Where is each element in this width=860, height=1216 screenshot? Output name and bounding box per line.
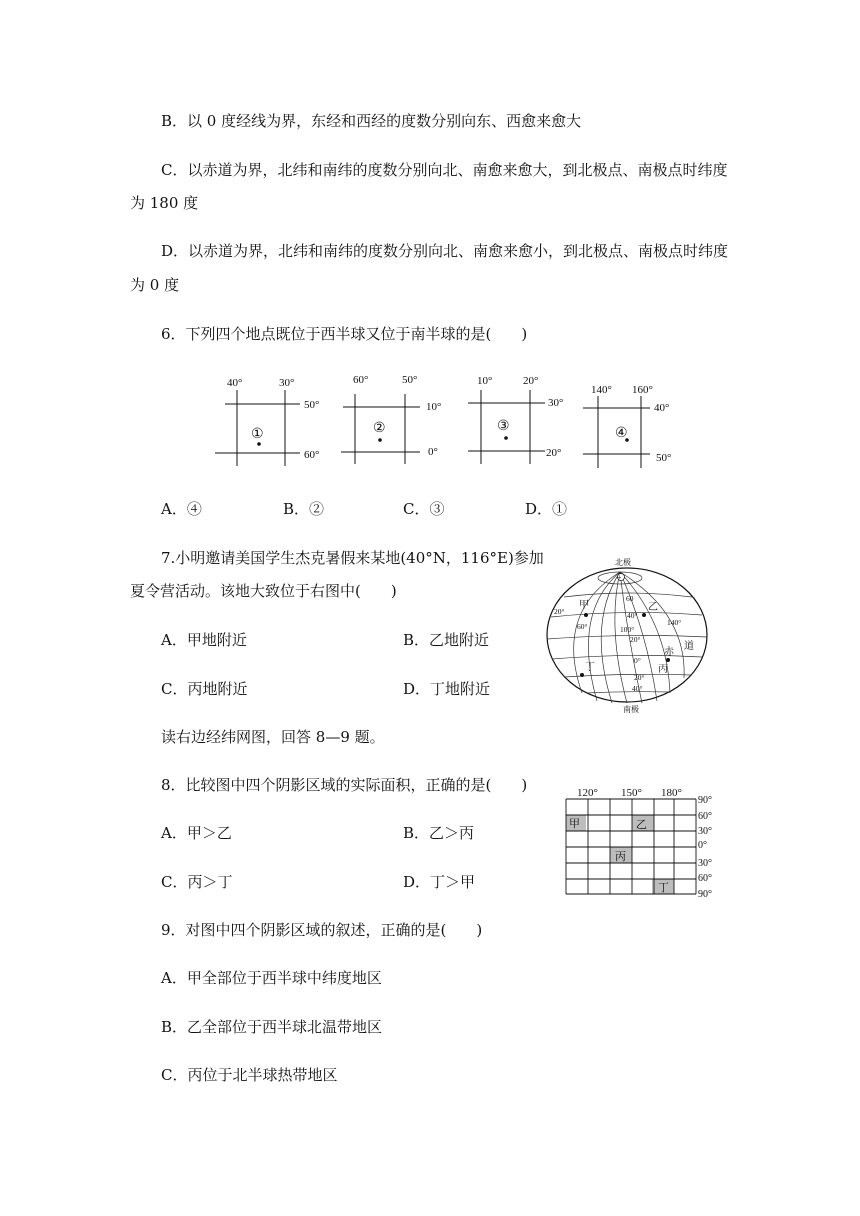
q6-figure-3 [468, 375, 563, 464]
q7-globe-ding: 丁 [585, 662, 595, 673]
q8-option-b[interactable]: B．乙＞丙 [403, 824, 475, 842]
q8-grid-top-180: 180° [661, 787, 682, 799]
q6-fig1-top-right: 30° [279, 377, 295, 389]
q6-fig4-top-right: 160° [632, 384, 653, 396]
q6-fig3-top-right: 20° [523, 375, 539, 387]
q6-fig4-right-top: 40° [654, 402, 670, 414]
q6-fig3-top-left: 10° [477, 375, 493, 387]
q6-fig3-right-top: 30° [548, 397, 564, 409]
q8-grid-right-1: 60° [698, 811, 712, 822]
q9-option-b[interactable]: B．乙全部位于西半球北温带地区 [161, 1018, 383, 1036]
q7-globe-label-20c: 20° [634, 673, 645, 682]
q8-grid-yi: 乙 [636, 819, 647, 831]
q6-fig3-mark: ③ [497, 419, 510, 434]
q6-stem: 6．下列四个地点既位于西半球又位于南半球的是( ) [161, 325, 528, 343]
q9-stem: 9．对图中四个阴影区域的叙述，正确的是( ) [161, 921, 483, 939]
q8-grid-right-5: 60° [698, 873, 712, 884]
q6-fig3-right-bottom: 20° [546, 447, 562, 459]
q8-grid-right-2: 30° [698, 826, 712, 837]
q7-globe-label-140: 140° [667, 618, 682, 627]
q7-globe-bing: 丙 [658, 664, 668, 675]
q7-globe-label-0: 0° [634, 656, 641, 665]
q8-grid-figure [560, 784, 725, 900]
q9-option-c[interactable]: C．丙位于北半球热带地区 [161, 1066, 338, 1084]
q6-fig4-top-left: 140° [591, 384, 612, 396]
q8-grid-right-3: 0° [698, 840, 707, 851]
q8-9-intro: 读右边经纬网图，回答 8—9 题。 [161, 728, 385, 746]
q7-globe-label-20b: 20° [630, 635, 641, 644]
q7-option-c[interactable]: C．丙地附近 [161, 680, 248, 698]
q7-globe-north: 北极 [615, 558, 631, 567]
q8-grid-right-0: 90° [698, 795, 712, 806]
q7-globe-figure [542, 553, 712, 715]
q8-grid-right-6: 90° [698, 889, 712, 900]
q8-grid-ding: 丁 [658, 882, 669, 894]
q7-globe-label-100: 100° [620, 625, 635, 634]
q6-fig1-top-left: 40° [227, 377, 243, 389]
q6-fig1-right-top: 50° [304, 399, 320, 411]
q8-grid-right-4: 30° [698, 858, 712, 869]
q8-option-c[interactable]: C．丙＞丁 [161, 873, 233, 891]
q6-fig2-right-top: 10° [426, 401, 442, 413]
q7-globe-label-60a: 60° [577, 622, 588, 631]
q7-globe-jia: 甲 [579, 600, 589, 611]
q6-fig2-top-right: 50° [402, 374, 418, 386]
svg-text:+: + [617, 573, 622, 582]
q6-fig1-mark: ① [251, 427, 264, 442]
q7-globe-dao: 道 [684, 641, 694, 652]
q5-option-d-line2: 为 0 度 [130, 276, 180, 294]
q8-grid-jia: 甲 [569, 818, 580, 830]
q8-grid-top-120: 120° [577, 787, 598, 799]
q6-figure-4 [583, 384, 671, 468]
q6-figure-2 [341, 374, 441, 464]
q6-fig2-top-left: 60° [353, 374, 369, 386]
q9-option-a[interactable]: A．甲全部位于西半球中纬度地区 [161, 969, 382, 987]
q7-stem-line1: 7.小明邀请美国学生杰克暑假来某地(40°N，116°E)参加 [161, 549, 544, 567]
q6-figures [205, 368, 685, 478]
q7-option-d[interactable]: D．丁地附近 [403, 680, 491, 698]
q8-stem: 8．比较图中四个阴影区域的实际面积，正确的是( ) [161, 776, 528, 794]
q5-option-c-line2: 为 180 度 [130, 194, 199, 212]
q6-fig2-mark: ② [373, 421, 386, 436]
q8-option-d[interactable]: D．丁＞甲 [403, 873, 476, 891]
q8-option-a[interactable]: A．甲＞乙 [161, 824, 232, 842]
q6-option-d[interactable]: D．① [525, 500, 568, 518]
q6-option-b[interactable]: B．② [283, 500, 325, 518]
q5-option-d-line1: D．以赤道为界，北纬和南纬的度数分别向北、南愈来愈小，到北极点、南极点时纬度 [161, 242, 729, 260]
q6-fig1-right-bottom: 60° [304, 449, 320, 461]
q5-option-b: B．以 0 度经线为界，东经和西经的度数分别向东、西愈来愈大 [161, 112, 582, 130]
q6-fig4-right-bottom: 50° [656, 452, 672, 464]
q7-globe-south: 南极 [623, 705, 639, 714]
q8-grid-bing: 丙 [615, 851, 626, 863]
q7-globe-label-40b: 40° [632, 684, 643, 693]
q5-option-c-line1: C．以赤道为界，北纬和南纬的度数分别向北、南愈来愈大，到北极点、南极点时纬度 [161, 161, 728, 179]
q6-option-c[interactable]: C．③ [403, 500, 445, 518]
q6-fig4-mark: ④ [615, 426, 628, 441]
q8-grid-top-150: 150° [621, 787, 642, 799]
q7-option-b[interactable]: B．乙地附近 [403, 631, 490, 649]
q7-globe-chi: 赤 [664, 647, 674, 658]
q7-option-a[interactable]: A．甲地附近 [161, 631, 247, 649]
q6-option-a[interactable]: A．④ [161, 500, 202, 518]
q7-globe-label-20: 20° [554, 607, 565, 616]
q7-globe-label-60b: 60 [626, 594, 634, 603]
q6-figure-1 [215, 377, 319, 466]
q7-globe-label-40a: 40° [627, 611, 638, 620]
q7-stem-line2: 夏令营活动。该地大致位于右图中( ) [130, 582, 397, 600]
q7-globe-yi: 乙 [648, 602, 658, 613]
q6-fig2-right-bottom: 0° [428, 446, 438, 458]
